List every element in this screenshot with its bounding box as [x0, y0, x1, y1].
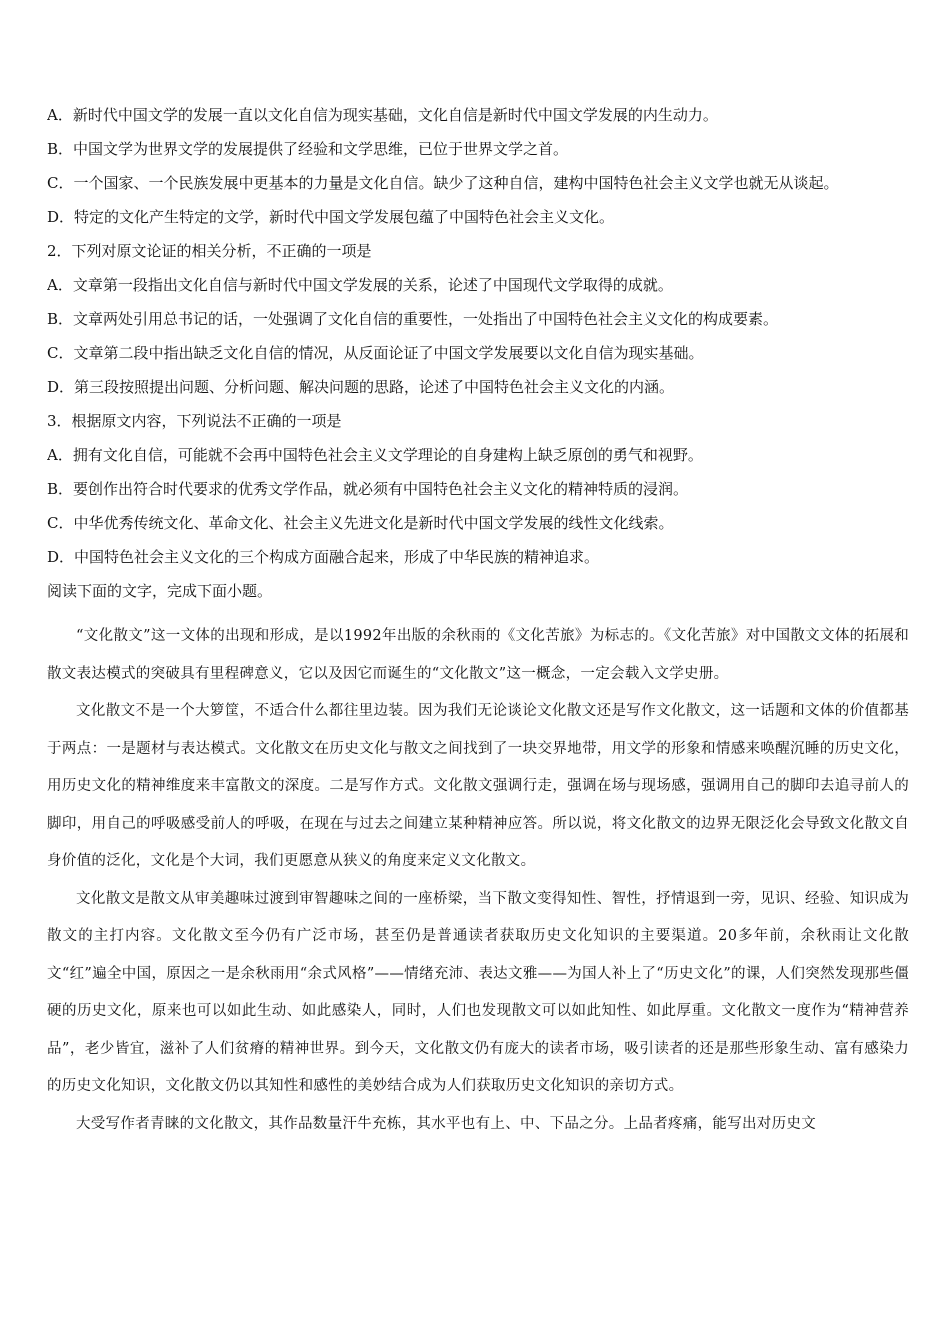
document-page: [47, 98, 909, 1143]
q1-option-a: A．新时代中国文学的发展一直以文化自信为现实基础，文化自信是新时代中国文学发展的内生动力。: [47, 106, 718, 124]
q2-option-d: D．第三段按照提出问题、分析问题、解决问题的思路，论述了中国特色社会主义文化的内涵。: [47, 378, 675, 396]
reading-instruction: 阅读下面的文字，完成下面小题。: [47, 582, 273, 600]
q3-option-b: B．要创作出符合时代要求的优秀文学作品，就必须有中国特色社会主义文化的精神特质的浸润。: [47, 480, 689, 498]
q2-option-b: B．文章两处引用总书记的话，一处强调了文化自信的重要性，一处指出了中国特色社会主义文化的构成要素。: [47, 310, 779, 328]
passage-paragraph-2: 文化散文不是一个大箩筐，不适合什么都往里边装。因为我们无论谈论文化散文还是写作文化散文，这一话题和文体的价值都基于两点：一是题材与表达模式。文化散文在历史文化与散文之间找到了一块交界地带，用文学的形象和情感来唤醒沉睡的历史文化，用历史文化的精神维度来丰富散文的深度。二是写作方式。文化散文强调行走，强调在场与现场感，强调用自己的脚印去追寻前人的脚印，用自己的呼吸感受前人的呼吸，在现在与过去之间建立某种精神应答。所以说，将文化散文的边界无限泛化会导致文化散文自身价值的泛化，文化是个大词，我们更愿意从狭义的角度来定义文化散文。: [47, 703, 909, 869]
q3-option-c: C．中华优秀传统文化、革命文化、社会主义先进文化是新时代中国文学发展的线性文化线索。: [47, 514, 674, 532]
passage-paragraph-1: “文化散文”这一文体的出现和形成，是以1992年出版的余秋雨的《文化苦旅》为标志的。《文化苦旅》对中国散文文体的拓展和散文表达模式的突破具有里程碑意义，它以及因它而诞生的“文化散文”这一概念，一定会载入文学史册。: [47, 628, 909, 682]
q2-option-a: A．文章第一段指出文化自信与新时代中国文学发展的关系，论述了中国现代文学取得的成就。: [47, 276, 673, 294]
q1-option-c: C．一个国家、一个民族发展中更基本的力量是文化自信。缺少了这种自信，建构中国特色社会主义文学也就无从谈起。: [47, 174, 839, 192]
q1-option-b: B．中国文学为世界文学的发展提供了经验和文学思维，已位于世界文学之首。: [47, 140, 569, 158]
q3-stem: 3．根据原文内容，下列说法不正确的一项是: [47, 412, 342, 430]
q2-option-c: C．文章第二段中指出缺乏文化自信的情况，从反面论证了中国文学发展要以文化自信为现实基础。: [47, 344, 704, 362]
reading-passage: [47, 618, 909, 1143]
passage-paragraph-3: 文化散文是散文从审美趣味过渡到审智趣味之间的一座桥梁，当下散文变得知性、智性，抒情退到一旁，见识、经验、知识成为散文的主打内容。文化散文至今仍有广泛市场，甚至仍是普通读者获取历史文化知识的主要渠道。20多年前，余秋雨让文化散文“红”遍全中国，原因之一是余秋雨用“余式风格”——情绪充沛、表达文雅——为国人补上了“历史文化”的课，人们突然发现那些僵硬的历史文化，原来也可以如此生动、如此感染人，同时，人们也发现散文可以如此知性、如此厚重。文化散文一度作为“精神营养品”，老少皆宜，滋补了人们贫瘠的精神世界。到今天，文化散文仍有庞大的读者市场，吸引读者的还是那些形象生动、富有感染力的历史文化知识，文化散文仍以其知性和感性的美妙结合成为人们获取历史文化知识的亲切方式。: [47, 890, 909, 1094]
q2-stem: 2．下列对原文论证的相关分析，不正确的一项是: [47, 242, 372, 260]
q3-option-d: D．中国特色社会主义文化的三个构成方面融合起来，形成了中华民族的精神追求。: [47, 548, 600, 566]
q1-option-d: D．特定的文化产生特定的文学，新时代中国文学发展包蕴了中国特色社会主义文化。: [47, 208, 615, 226]
passage-paragraph-4: 大受写作者青睐的文化散文，其作品数量汗牛充栋，其水平也有上、中、下品之分。上品者疼痛，能写出对历史文: [76, 1115, 816, 1132]
q3-option-a: A．拥有文化自信，可能就不会再中国特色社会主义文学理论的自身建构上缺乏原创的勇气和视野。: [47, 446, 703, 464]
